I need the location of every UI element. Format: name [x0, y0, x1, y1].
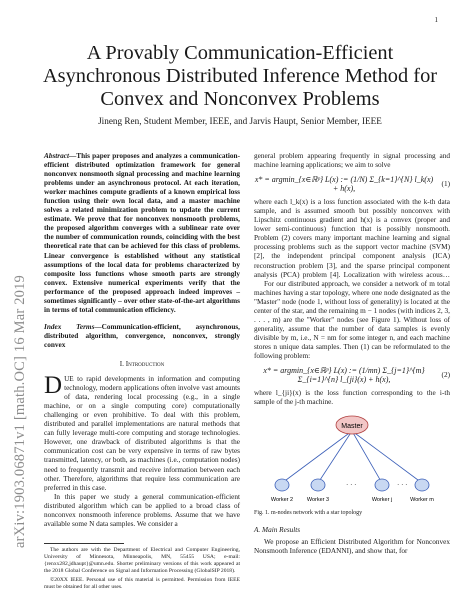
page-number: 1 [434, 16, 438, 24]
intro-paragraph-1-text: UE to rapid developments in information and computing technology, modern applications often involve vast amounts of data, rendering local processing (e.g., in a single machine, or on a single computing core) computationally challenging or even prohibitive. To deal with this problem, distributed and parallel implementations are natural methods that can fully leverage multi-core computing and storage technologies. However, one drawback of distributed algorithms is that the communication cost can be very expensive in terms of raw bytes transmitted, latency, or both, as machines (i.e., computation nodes) need to frequently transmit and receive information between each other. Therefore, algorithms that require less communication are preferred in this case. [44, 375, 240, 492]
footnote-affiliation: The authors are with the Department of Electrical and Computer Engineering, University of Minnesota, Minneapolis, MN, 55455 USA; e-mail: {renxx282,jdhaupt}@umn.edu. Shorter preliminary versions of this work appeared at the 2018 Global Conference on Signal and Information Processing (GlobalSIP 2018). [44, 546, 240, 574]
abstract-text: —This paper proposes and analyzes a communication-efficient distributed optimization framework for general nonconvex nonsmooth signal processing and machine learning problems under an asynchronous protocol. At each iteration, worker machines compute gradients of a known empirical loss function using their own local data, and a master machine solves a related minimization problem to update the current estimate. We prove that for nonconvex nonsmooth problems, the proposed algorithm converges with a sublinear rate over the number of communication rounds, coinciding with the best theoretical rate that can be achieved for this class of problems. Linear convergence is established without any statistical assumptions of the local data for problems characterized by composite loss functions whose smooth parts are strongly convex. Extensive numerical experiments verify that the performance of the proposed approach indeed improves – sometimes significantly – over other state-of-the-art algorithms in terms of total communication efficiency. [44, 152, 240, 314]
worker-node-m [415, 479, 429, 491]
footnote-rule [44, 543, 124, 544]
index-terms-lead: Index Terms [44, 322, 95, 331]
footnotes [44, 547, 240, 591]
abstract-lead: Abstract [44, 152, 69, 160]
index-terms [44, 323, 240, 350]
subsection-heading-main-results: A. Main Results [254, 526, 301, 535]
star-topology-figure [254, 411, 450, 507]
index-terms-text: —Communication-efficient, asynchronous, distributed algorithm, convergence, nonconvex, strongly convex [44, 322, 240, 349]
ellipsis-right: · · · [397, 481, 408, 490]
paper-title: A Provably Communication-Efficient Asynchronous Distributed Inference Method for Convex and Nonconvex Problems [42, 42, 438, 110]
right-paragraph-3: For our distributed approach, we consider a network of m total machines having a star topology, where one node designated as the "Master" node (node 1, without loss of generality) is located at the center of the star, and the remaining m − 1 nodes (with indices 2, 3, . . . , m) are the "Worker" nodes (see Figure 1). Without loss of generality, assume that the number of data samples is evenly divisible by m, i.e., N = nm for some integer n, and each machine stores n unique data samples. Then (1) can be reformulated to the following problem: [254, 279, 450, 360]
equation-2 [254, 366, 450, 384]
equation-2-number: (2) [441, 370, 450, 379]
edge-worker-2 [282, 431, 352, 483]
right-paragraph-1: general problem appearing frequently in signal processing and machine learning applications; we aim to solve [254, 152, 450, 170]
footnote-copyright: ©20XX IEEE. Personal use of this material is permitted. Permission from IEEE must be obtained for all other uses. [44, 576, 240, 590]
left-column [44, 152, 240, 593]
author-line: Jineng Ren, Student Member, IEEE, and Jarvis Haupt, Senior Member, IEEE [98, 116, 382, 126]
right-paragraph-5: We propose an Efficient Distributed Algorithm for Nonconvex Nonsmooth Inference (EDANNI), and show that, for [254, 538, 450, 556]
equation-1-number: (1) [441, 179, 450, 188]
worker-label-m: Worker m [410, 497, 434, 504]
star-topology-diagram [254, 411, 450, 507]
right-paragraph-2: where each l_k(x) is a loss function associated with the k-th data sample, and is assumed smooth but possibly nonconvex with Lipschitz continuous gradient and h(x) is a convex (proper and lower semi-continuous) function that is possibly nonsmooth. Problem (2) covers many important machine learning and signal processing problems such as the support vector machine (SVM) [2], the independent principal component analysis (ICA) reconstruction problem [3], and the sparse principal component analysis (PCA) problem [4]. Localization with wireless acoustic [254, 198, 450, 279]
drop-cap: D [44, 372, 63, 400]
worker-label-3: Worker 3 [306, 497, 330, 504]
worker-label-j: Worker j [371, 497, 393, 504]
equation-1 [254, 175, 450, 193]
master-label: Master [341, 423, 363, 431]
worker-node-j [375, 479, 389, 491]
abstract [44, 152, 240, 315]
section-heading-introduction: I. Introduction [119, 359, 165, 368]
right-column [254, 152, 450, 556]
edge-worker-3 [318, 431, 352, 483]
edge-worker-j [352, 431, 382, 483]
intro-paragraph-2: In this paper we study a general communication-efficient distributed algorithm which can be applied to a broad class of nonconvex nonsmooth inference problems. Assume that we have available some N data samples. We consider a [44, 492, 240, 528]
figure-caption: Fig. 1. m-nodes network with a star topology [254, 510, 363, 517]
arxiv-stamp: arXiv:1903.06871v1 [math.OC] 16 Mar 2019 [12, 275, 28, 548]
worker-label-2: Worker 2 [270, 497, 294, 504]
edge-worker-m [352, 431, 422, 483]
worker-node-2 [275, 479, 289, 491]
intro-paragraph-1 [44, 372, 240, 493]
worker-node-3 [311, 479, 325, 491]
equation-2-body: x* = argmin_{x∈ℝᵖ} L(x) := (1/mn) Σ_{j=1}^{m} Σ_{i=1}^{n} l_{ji}(x) + h(x), [263, 366, 425, 385]
ellipsis-left: · · · [346, 481, 357, 490]
equation-1-body: x* = argmin_{x∈ℝᵖ} L(x) := (1/N) Σ_{k=1}^{N} l_k(x) + h(x), [254, 175, 434, 194]
right-paragraph-4: where l_{ji}(x) is the loss function corresponding to the i-th sample of the j-th machine. [254, 389, 450, 407]
